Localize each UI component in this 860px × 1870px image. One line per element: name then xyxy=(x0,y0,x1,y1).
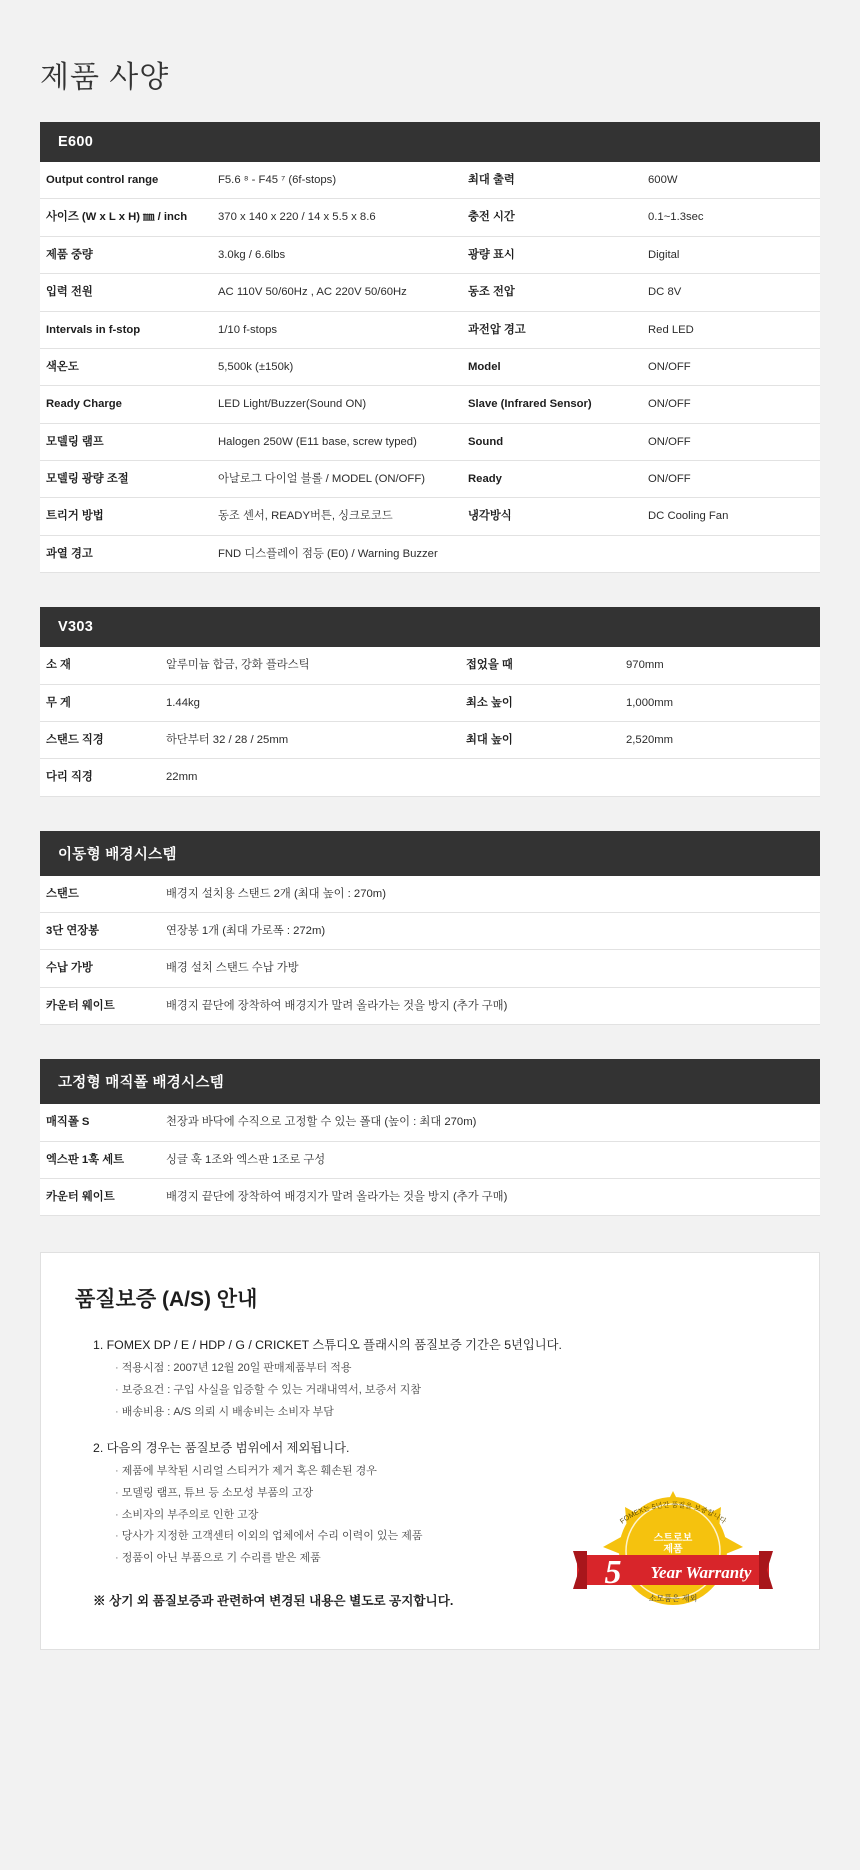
warranty-item-2-sub: · 모델링 램프, 튜브 등 소모성 부품의 고장 xyxy=(115,1484,785,1503)
row-value: 3.0kg / 6.6lbs xyxy=(212,236,462,273)
warranty-seal-badge xyxy=(573,1489,773,1607)
row-value: 600W xyxy=(642,162,820,199)
warranty-item-2-sub: · 제품에 부착된 시리얼 스티커가 제거 혹은 훼손된 경우 xyxy=(115,1462,785,1481)
spec-table-fixed-background xyxy=(40,1104,820,1216)
page-title: 제품 사양 xyxy=(40,61,170,94)
row-label: 소 재 xyxy=(40,647,160,684)
row-value: 싱글 훅 1조와 엑스판 1조로 구성 xyxy=(160,1141,820,1178)
row-label: 스탠드 직경 xyxy=(40,721,160,758)
row-value: Halogen 250W (E11 base, screw typed) xyxy=(212,423,462,460)
spec-block-fixed-background xyxy=(40,1059,820,1216)
seal-main-text: Year Warranty xyxy=(650,1562,752,1582)
row-label: 제품 중량 xyxy=(40,236,212,273)
table-row xyxy=(40,1178,820,1215)
row-value: ON/OFF xyxy=(642,461,820,498)
row-label: 과열 경고 xyxy=(40,535,212,572)
warranty-item-2-sub: · 정품이 아닌 부품으로 기 수리를 받은 제품 xyxy=(115,1549,785,1568)
row-value: 배경지 끝단에 장착하여 배경지가 말려 올라가는 것을 방지 (추가 구매) xyxy=(160,987,820,1024)
table-row xyxy=(40,913,820,950)
row-label: 모델링 램프 xyxy=(40,423,212,460)
row-label: 충전 시간 xyxy=(462,199,642,236)
row-label: 매직폴 S xyxy=(40,1104,160,1141)
spec-table-v303 xyxy=(40,647,820,797)
warranty-note: ※ 상기 외 품질보증과 관련하여 변경된 내용은 별도로 공지합니다. xyxy=(93,1593,454,1608)
row-value: Red LED xyxy=(642,311,820,348)
warranty-title: 품질보증 (A/S) 안내 xyxy=(75,1288,258,1312)
table-row xyxy=(40,386,820,423)
spec-header-v303: V303 xyxy=(40,607,820,647)
row-value: 0.1~1.3sec xyxy=(642,199,820,236)
row-value: 하단부터 32 / 28 / 25mm xyxy=(160,721,460,758)
row-value: AC 110V 50/60Hz , AC 220V 50/60Hz xyxy=(212,274,462,311)
seal-number: 5 xyxy=(604,1553,622,1591)
row-label: 색온도 xyxy=(40,348,212,385)
row-label: 광량 표시 xyxy=(462,236,642,273)
row-value: DC 8V xyxy=(642,274,820,311)
row-value: ON/OFF xyxy=(642,386,820,423)
row-label: Output control range xyxy=(40,162,212,199)
seal-ribbon xyxy=(573,1551,773,1591)
table-row xyxy=(40,535,820,572)
row-value: 배경지 끝단에 장착하여 배경지가 말려 올라가는 것을 방지 (추가 구매) xyxy=(160,1178,820,1215)
warranty-item-1-sub: · 배송비용 : A/S 의뢰 시 배송비는 소비자 부담 xyxy=(115,1403,785,1422)
row-label: 최대 출력 xyxy=(462,162,642,199)
spec-table-e600 xyxy=(40,162,820,573)
warranty-panel xyxy=(40,1252,820,1650)
row-value: ON/OFF xyxy=(642,423,820,460)
row-value: DC Cooling Fan xyxy=(642,498,820,535)
table-row xyxy=(40,721,820,758)
row-value: 2,520mm xyxy=(620,721,820,758)
row-value: 아날로그 다이얼 블롤 / MODEL (ON/OFF) xyxy=(212,461,462,498)
row-value: 1.44kg xyxy=(160,684,460,721)
row-value: 연장봉 1개 (최대 가로폭 : 272m) xyxy=(160,913,820,950)
row-label: Ready xyxy=(462,461,642,498)
row-label: 냉각방식 xyxy=(462,498,642,535)
seal-center-line2: 제품 xyxy=(663,1543,683,1555)
table-row xyxy=(40,461,820,498)
row-value: 370 x 140 x 220 / 14 x 5.5 x 8.6 xyxy=(212,199,462,236)
row-label: 트리거 방법 xyxy=(40,498,212,535)
row-value: F5.6 ⁸ - F45 ⁷ (6f-stops) xyxy=(212,162,462,199)
spec-header-mobile-background: 이동형 배경시스템 xyxy=(40,831,820,876)
seal-arc-text: FOMEX는 5년간 품질을 보증합니다 xyxy=(619,1501,727,1526)
spec-block-v303 xyxy=(40,607,820,797)
row-value: 배경지 설치용 스탠드 2개 (최대 높이 : 270m) xyxy=(160,876,820,913)
row-value: LED Light/Buzzer(Sound ON) xyxy=(212,386,462,423)
warranty-item-1-sub: · 보증요건 : 구입 사실을 입증할 수 있는 거래내역서, 보증서 지참 xyxy=(115,1381,785,1400)
table-row xyxy=(40,684,820,721)
table-row xyxy=(40,348,820,385)
row-value: FND 디스플레이 점등 (E0) / Warning Buzzer xyxy=(212,535,820,572)
spec-table-mobile-background xyxy=(40,876,820,1026)
seal-bottom-text: 소모품은 제외 xyxy=(648,1593,698,1603)
table-row xyxy=(40,647,820,684)
row-label: 스탠드 xyxy=(40,876,160,913)
table-row xyxy=(40,274,820,311)
table-row xyxy=(40,876,820,913)
spec-block-e600 xyxy=(40,122,820,573)
row-label: 동조 전압 xyxy=(462,274,642,311)
row-value: 22mm xyxy=(160,759,820,796)
row-label: 다리 직경 xyxy=(40,759,160,796)
row-label: Ready Charge xyxy=(40,386,212,423)
row-label: Slave (Infrared Sensor) xyxy=(462,386,642,423)
table-row xyxy=(40,311,820,348)
warranty-item-1: 1. FOMEX DP / E / HDP / G / CRICKET 스튜디오 플래시의 품질보증 기간은 5년입니다. xyxy=(93,1338,562,1353)
row-label: 사이즈 (W x L x H) ㎜ / inch xyxy=(40,199,212,236)
table-row xyxy=(40,498,820,535)
row-value: 1/10 f-stops xyxy=(212,311,462,348)
row-value: 동조 센서, READY버튼, 싱크로코드 xyxy=(212,498,462,535)
table-row xyxy=(40,987,820,1024)
row-label: 접었을 때 xyxy=(460,647,620,684)
spec-block-mobile-background xyxy=(40,831,820,1026)
warranty-item-2: 2. 다음의 경우는 품질보증 범위에서 제외됩니다. xyxy=(93,1441,350,1456)
row-label: 최대 높이 xyxy=(460,721,620,758)
row-value: ON/OFF xyxy=(642,348,820,385)
row-value: 배경 설치 스탠드 수납 가방 xyxy=(160,950,820,987)
row-label: 3단 연장봉 xyxy=(40,913,160,950)
row-label: 과전압 경고 xyxy=(462,311,642,348)
row-label: 카운터 웨이트 xyxy=(40,987,160,1024)
row-label: 입력 전원 xyxy=(40,274,212,311)
row-value: 천장과 바닥에 수직으로 고정할 수 있는 폴대 (높이 : 최대 270m) xyxy=(160,1104,820,1141)
row-label: Sound xyxy=(462,423,642,460)
row-value: Digital xyxy=(642,236,820,273)
row-label: 모델링 광량 조절 xyxy=(40,461,212,498)
table-row xyxy=(40,199,820,236)
row-label: Model xyxy=(462,348,642,385)
table-row xyxy=(40,162,820,199)
row-label: Intervals in f-stop xyxy=(40,311,212,348)
spacer xyxy=(75,1424,785,1438)
table-row xyxy=(40,236,820,273)
warranty-item-1-sub: · 적용시점 : 2007년 12월 20일 판매제품부터 적용 xyxy=(115,1359,785,1378)
table-row xyxy=(40,950,820,987)
table-row xyxy=(40,1104,820,1141)
row-label: 엑스판 1훅 세트 xyxy=(40,1141,160,1178)
table-row xyxy=(40,759,820,796)
table-row xyxy=(40,423,820,460)
row-value: 알루미늄 합금, 강화 플라스틱 xyxy=(160,647,460,684)
seal-center-line1: 스트로보 xyxy=(653,1532,693,1544)
row-label: 최소 높이 xyxy=(460,684,620,721)
row-label: 카운터 웨이트 xyxy=(40,1178,160,1215)
spec-header-e600: E600 xyxy=(40,122,820,162)
row-value: 5,500k (±150k) xyxy=(212,348,462,385)
warranty-item-2-sub: · 당사가 지정한 고객센터 이외의 업체에서 수리 이력이 있는 제품 xyxy=(115,1527,785,1546)
table-row xyxy=(40,1141,820,1178)
row-label: 수납 가방 xyxy=(40,950,160,987)
row-label: 무 게 xyxy=(40,684,160,721)
warranty-item-2-sub: · 소비자의 부주의로 인한 고장 xyxy=(115,1506,785,1525)
row-value: 970mm xyxy=(620,647,820,684)
spec-header-fixed-background: 고정형 매직폴 배경시스템 xyxy=(40,1059,820,1104)
row-value: 1,000mm xyxy=(620,684,820,721)
